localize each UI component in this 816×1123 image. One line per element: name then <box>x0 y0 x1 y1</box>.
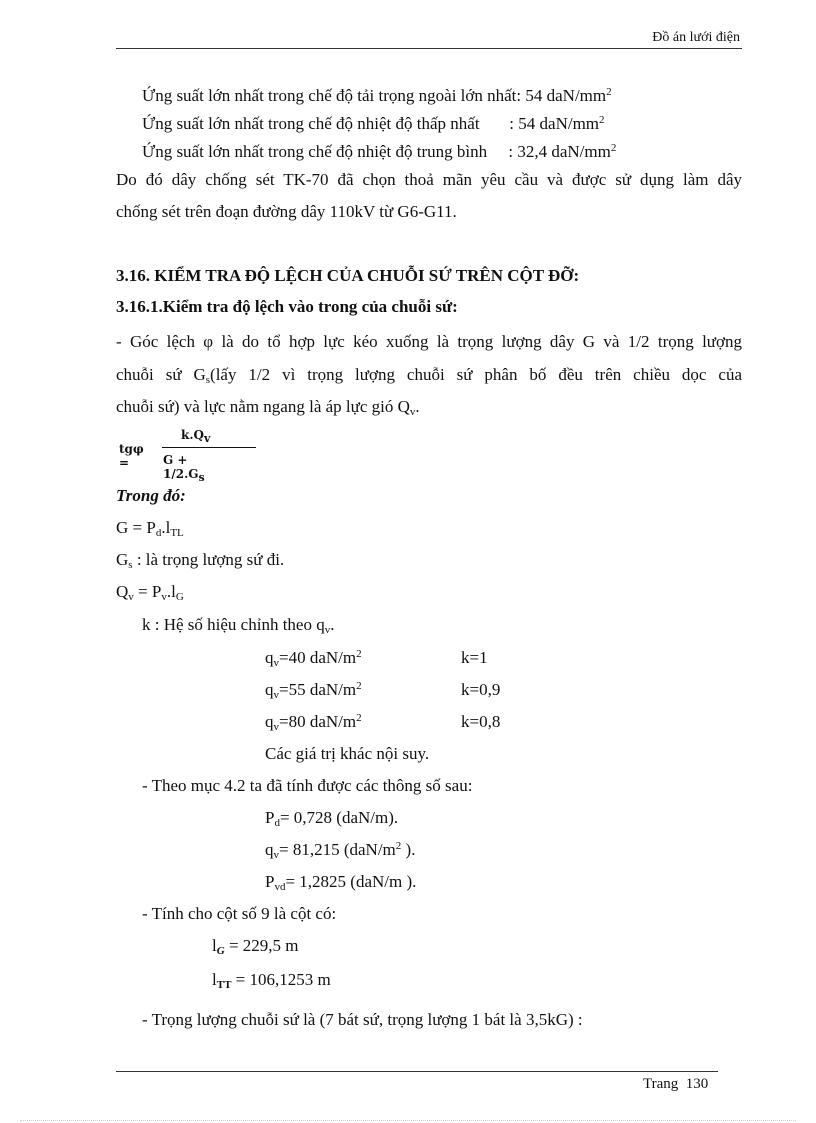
def-qv: $Q_v = P_v.l_G$ <box>116 582 184 603</box>
span-lg: $l_G = 229,5$ m <box>212 936 299 957</box>
stress-line-1: Ứng suất lớn nhất trong chế độ tải trọng ngoài lớn nhất: 54 daN/$mm^2$ <box>142 86 612 105</box>
header-title: Đồ án lưới điện <box>652 30 740 45</box>
k-table-row-2-k: k=0,9 <box>461 680 501 699</box>
where-label: Trong đó: <box>116 486 186 505</box>
k-table-row-2-q: $q_v=55$ daN/$m^2$ <box>265 680 362 701</box>
formula-fraction-bar <box>162 447 256 448</box>
span-ltt: $l_{TT} = 106,1253$ m <box>212 970 331 991</box>
header-rule <box>116 48 742 49</box>
formula-lhs: tgφ = <box>119 442 144 470</box>
k-table-row-1-q: $q_v=40$ daN/$m^2$ <box>265 648 362 669</box>
insulator-weight-line: - Trọng lượng chuỗi sứ là (7 bát sứ, trọng lượng 1 bát là 3,5kG) : <box>142 1010 583 1029</box>
param-qv: $q_v= 81,215$ ($daN/m^2$ ). <box>265 840 416 861</box>
formula-numerator: $k.Q_v$ <box>181 428 211 445</box>
footer-rule <box>116 1071 718 1072</box>
section-heading: 3.16. KIỂM TRA ĐỘ LỆCH CỦA CHUỖI SỨ TRÊN CỘT ĐỠ: <box>116 266 580 285</box>
k-table-row-3-q: $q_v=80$ daN/$m^2$ <box>265 712 362 733</box>
paragraph-conclusion-line-2: chống sét trên đoạn đường dây 110kV từ G6-G11. <box>116 202 457 221</box>
stress-line-2: Ứng suất lớn nhất trong chế độ nhiệt độ thấp nhất : 54 daN/$mm^2$ <box>142 114 605 133</box>
params-intro: - Theo mục 4.2 ta đã tính được các thông số sau: <box>142 776 473 795</box>
param-pvd: $P_{vd}= 1,2825$ (daN/m ). <box>265 872 417 893</box>
k-table-row-3-k: k=0,8 <box>461 712 501 731</box>
paragraph-angle-line-2: chuỗi sứ $G_s(lấy$ 1/2 vì trọng lượng chuỗi sứ phân bố đều trên chiều dọc của <box>116 365 743 386</box>
page-number: Trang 130 <box>643 1076 709 1092</box>
def-gs: $G_s$ : là trọng lượng sứ đi. <box>116 550 285 571</box>
formula-denominator: $G + 1/2.G_s$ <box>163 453 205 484</box>
page-bottom-dotted-edge <box>20 1120 796 1121</box>
paragraph-angle-line-3: chuỗi sứ) và lực nằm ngang là áp lực gió $Q_v$. <box>116 397 420 418</box>
k-table-row-1-k: k=1 <box>461 648 488 667</box>
def-g: $G = P_d.l_{TL}$ <box>116 518 184 539</box>
stress-line-3: Ứng suất lớn nhất trong chế độ nhiệt độ trung bình : 32,4 daN/$mm^2$ <box>142 142 617 161</box>
interpolation-note: Các giá trị khác nội suy. <box>265 744 430 763</box>
paragraph-angle-line-1: - Góc lệch φ là do tổ hợp lực kéo xuống là trọng lượng dây G và 1/2 trọng lượng <box>116 332 742 351</box>
pole-intro: - Tính cho cột số 9 là cột có: <box>142 904 337 923</box>
paragraph-conclusion-line-1: Do đó dây chống sét TK-70 đã chọn thoả mãn yêu cầu và được sử dụng làm dây <box>116 170 742 189</box>
param-pd: $P_d= 0,728$ (daN/m). <box>265 808 399 829</box>
subsection-heading: 3.16.1.Kiểm tra độ lệch vào trong của chuỗi sứ: <box>116 297 458 316</box>
def-k: k : Hệ số hiệu chỉnh theo $q_v$. <box>142 615 335 636</box>
